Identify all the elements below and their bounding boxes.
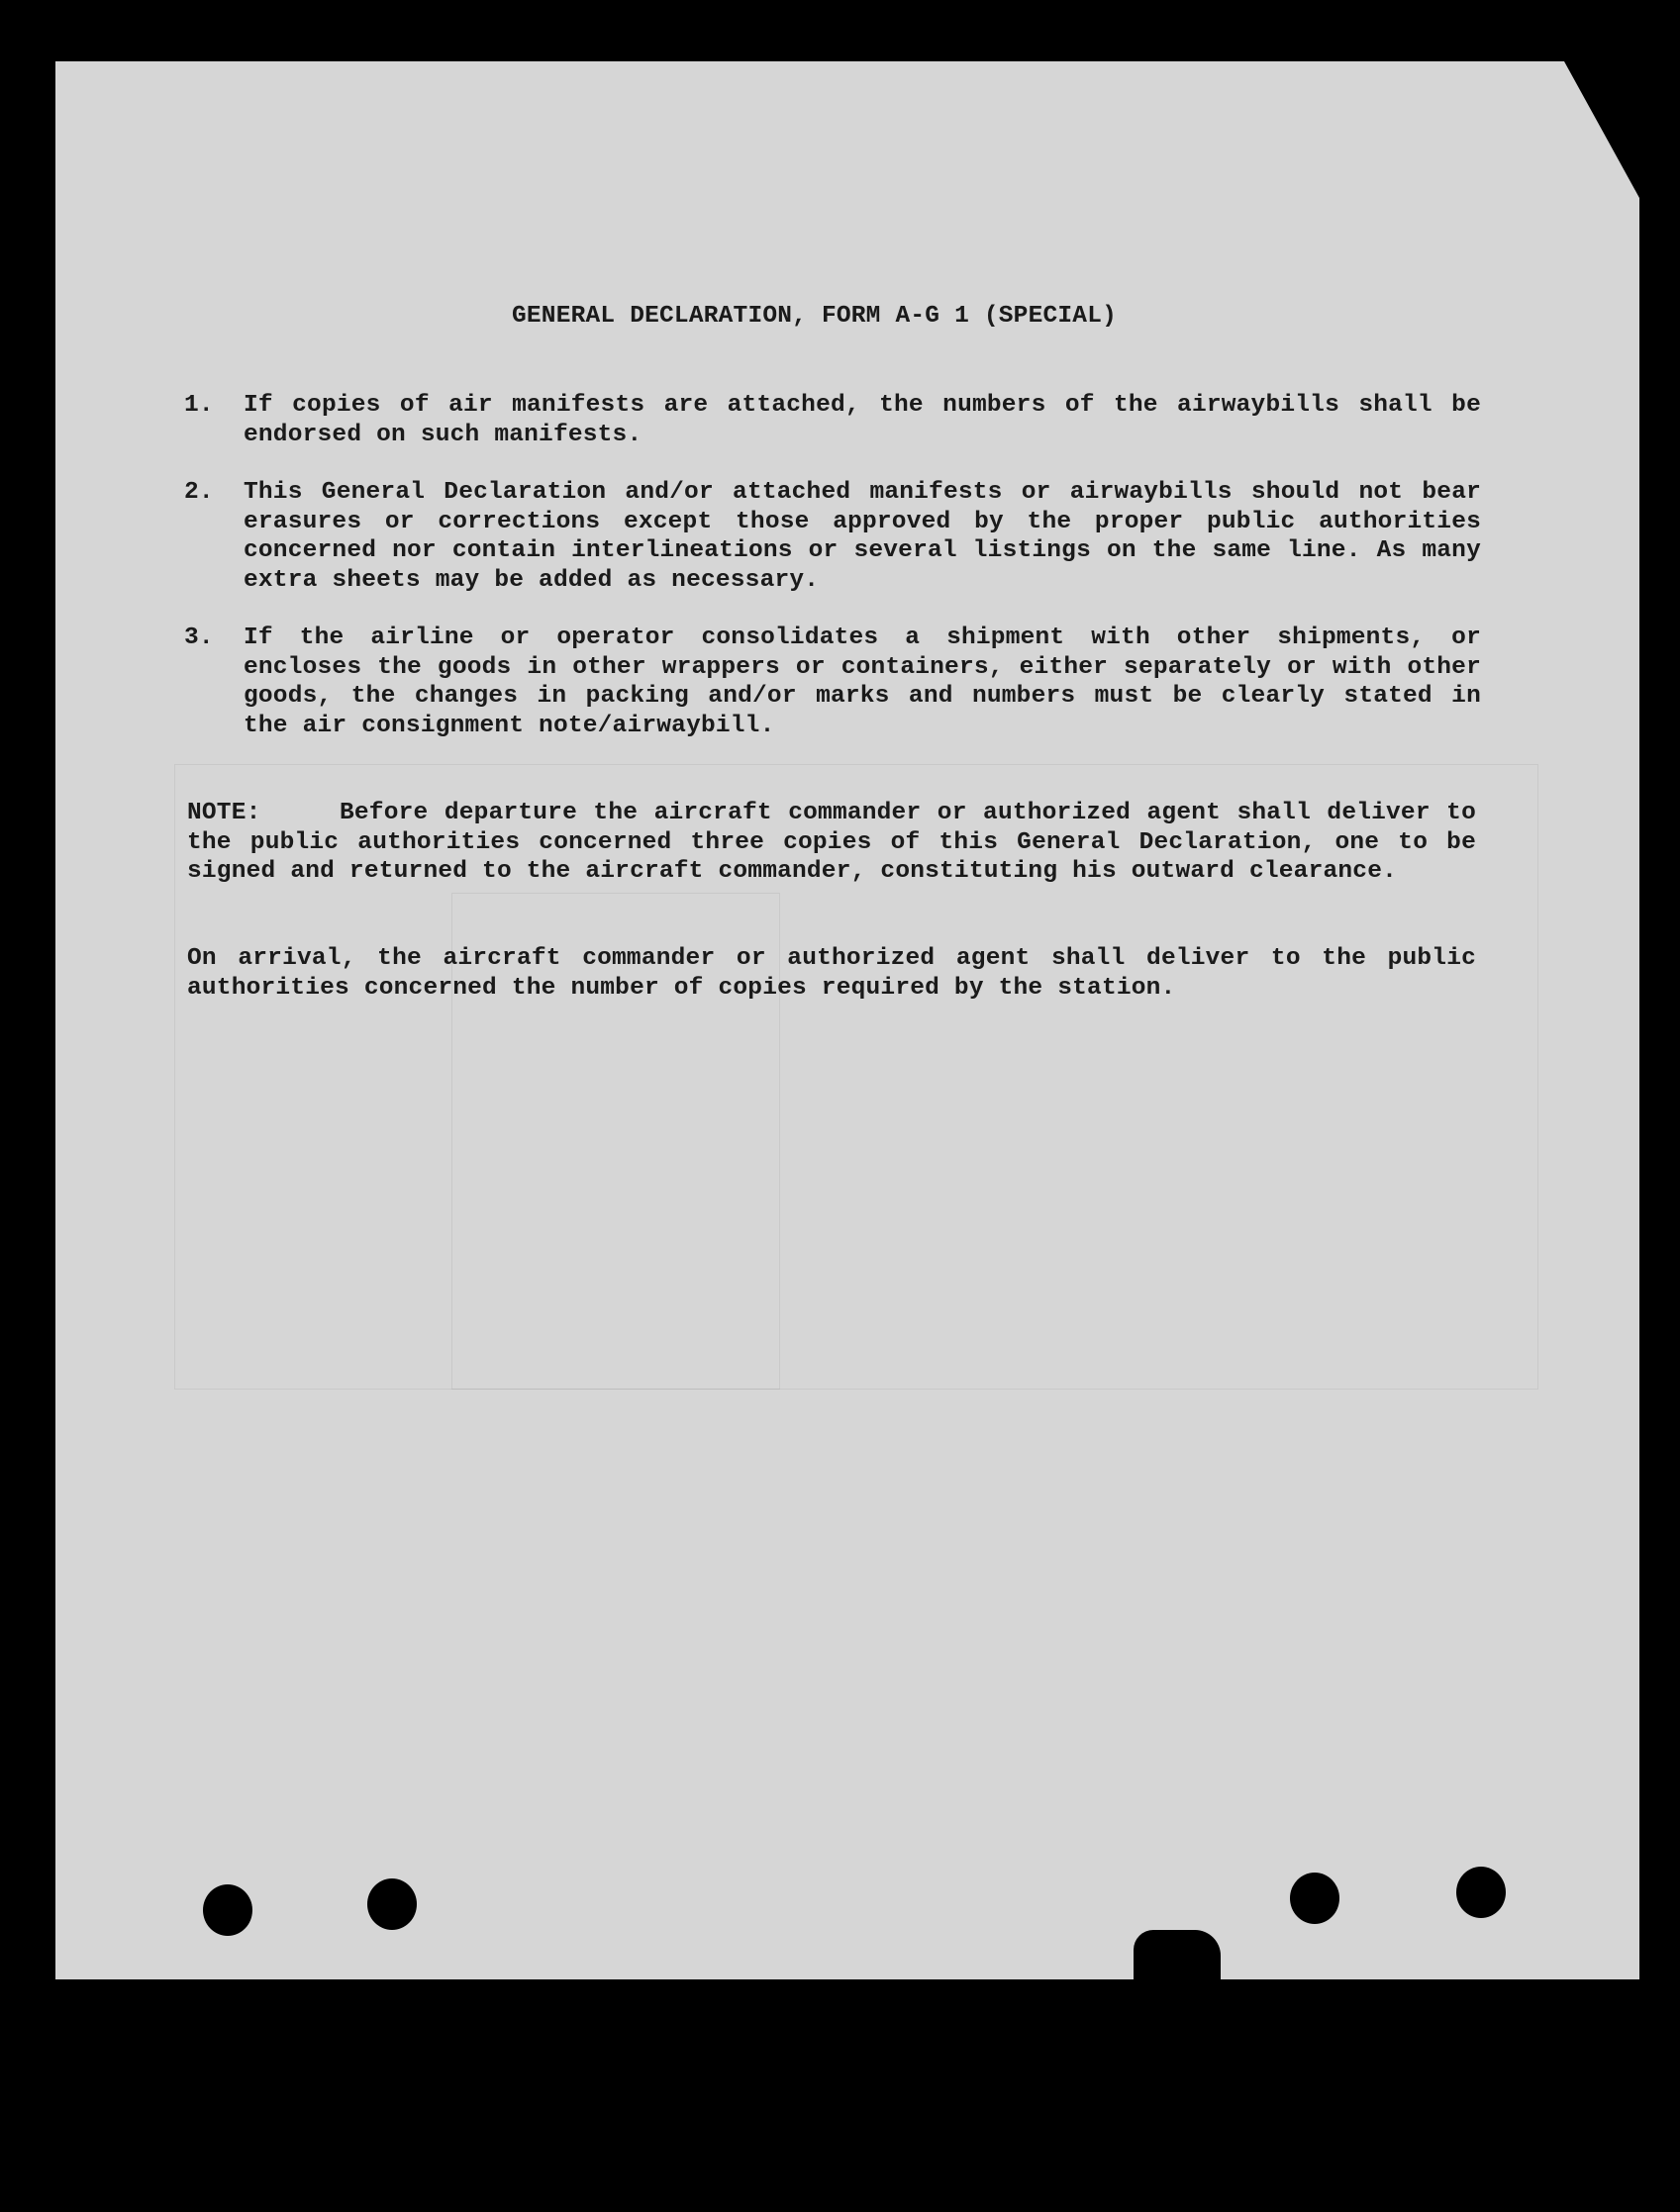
list-item-number: 3. [184, 625, 214, 651]
document-page [55, 61, 1639, 1979]
punch-hole [1290, 1873, 1339, 1924]
torn-edge [1134, 1930, 1221, 1984]
note-text: Before departure the aircraft commander or authorized agent shall deliver to the public authorities concerned three copies of this General Declaration, one to be signed and returned to the aircraft commander, constituting his outward clearance. [187, 800, 1476, 885]
page-title: GENERAL DECLARATION, FORM A-G 1 (SPECIAL) [512, 303, 1117, 330]
punch-hole [1456, 1867, 1506, 1918]
list-item-text: If copies of air manifests are attached, the numbers of the airwaybills shall be endorsed on such manifests. [244, 392, 1481, 448]
note-paragraph [187, 799, 1476, 887]
list-item-number: 1. [184, 392, 214, 419]
list-item-text: This General Declaration and/or attached manifests or airwaybills should not bear erasures or corrections except those approved by the proper public authorities concerned nor contain interlineations or several listings on the same line. As many extra sheets may be added as necessary. [244, 479, 1481, 594]
punch-hole [203, 1884, 252, 1936]
list-item-text: If the airline or operator consolidates a shipment with other shipments, or encloses the goods in other wrappers or containers, either separately or with other goods, the changes in packing and/or marks and numbers must be clearly stated in the air consignment note/airwaybill. [244, 625, 1481, 739]
list-item-number: 2. [184, 479, 214, 506]
arrival-paragraph: On arrival, the aircraft commander or authorized agent shall deliver to the public authorities concerned the number of copies required by the station. [187, 945, 1476, 1002]
punch-hole [367, 1878, 417, 1930]
note-label: NOTE: [187, 800, 261, 826]
